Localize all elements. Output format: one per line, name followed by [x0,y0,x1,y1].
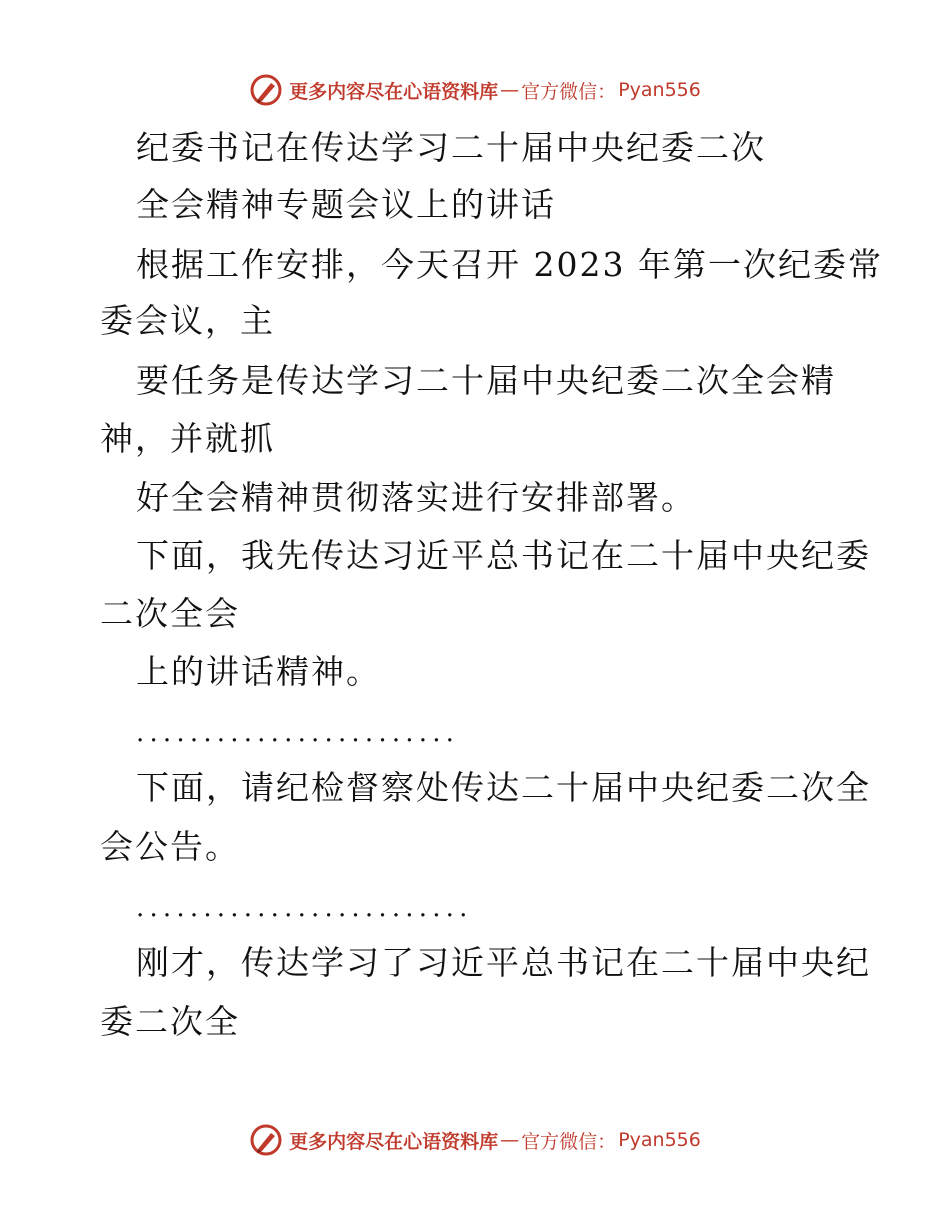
banner-wechat-id: Pyan556 [618,1129,701,1151]
ellipsis-divider: ......................... [136,893,473,923]
banner-wechat-label: 官方微信： [521,80,617,103]
doc-paragraph-line: 刚才，传达学习了习近平总书记在二十届中央纪 [136,943,871,982]
doc-paragraph-line: 委二次全 [100,1002,240,1041]
doc-paragraph-line: 好全会精神贯彻落实进行安排部署。 [136,478,696,517]
pen-logo-icon [249,1123,283,1157]
footer-banner [0,1120,950,1160]
ellipsis-divider: ........................ [136,718,460,748]
doc-paragraph-line: 会公告。 [100,827,240,866]
banner-separator: — [500,1129,520,1151]
doc-paragraph-line: 委会议，主 [100,301,275,340]
banner-text: 更多内容尽在心语资料库 [289,80,499,103]
banner-wechat-label: 官方微信： [521,1130,617,1153]
doc-title-line-2: 全会精神专题会议上的讲话 [136,185,556,224]
banner-separator: — [500,79,520,101]
doc-paragraph-line: 要任务是传达学习二十届中央纪委二次全会精 [136,361,836,400]
doc-paragraph-line: 上的讲话精神。 [136,652,381,691]
banner-wechat-id: Pyan556 [618,79,701,101]
doc-paragraph-line: 下面，请纪检督察处传达二十届中央纪委二次全 [136,768,871,807]
doc-paragraph-line: 下面，我先传达习近平总书记在二十届中央纪委 [136,536,871,575]
banner-text: 更多内容尽在心语资料库 [289,1130,499,1153]
doc-paragraph-line: 二次全会 [100,594,240,633]
doc-title-line-1: 纪委书记在传达学习二十届中央纪委二次 [136,128,766,167]
doc-paragraph-line: 根据工作安排，今天召开 2023 年第一次纪委常 [136,245,883,284]
doc-paragraph-line: 神，并就抓 [100,419,275,458]
